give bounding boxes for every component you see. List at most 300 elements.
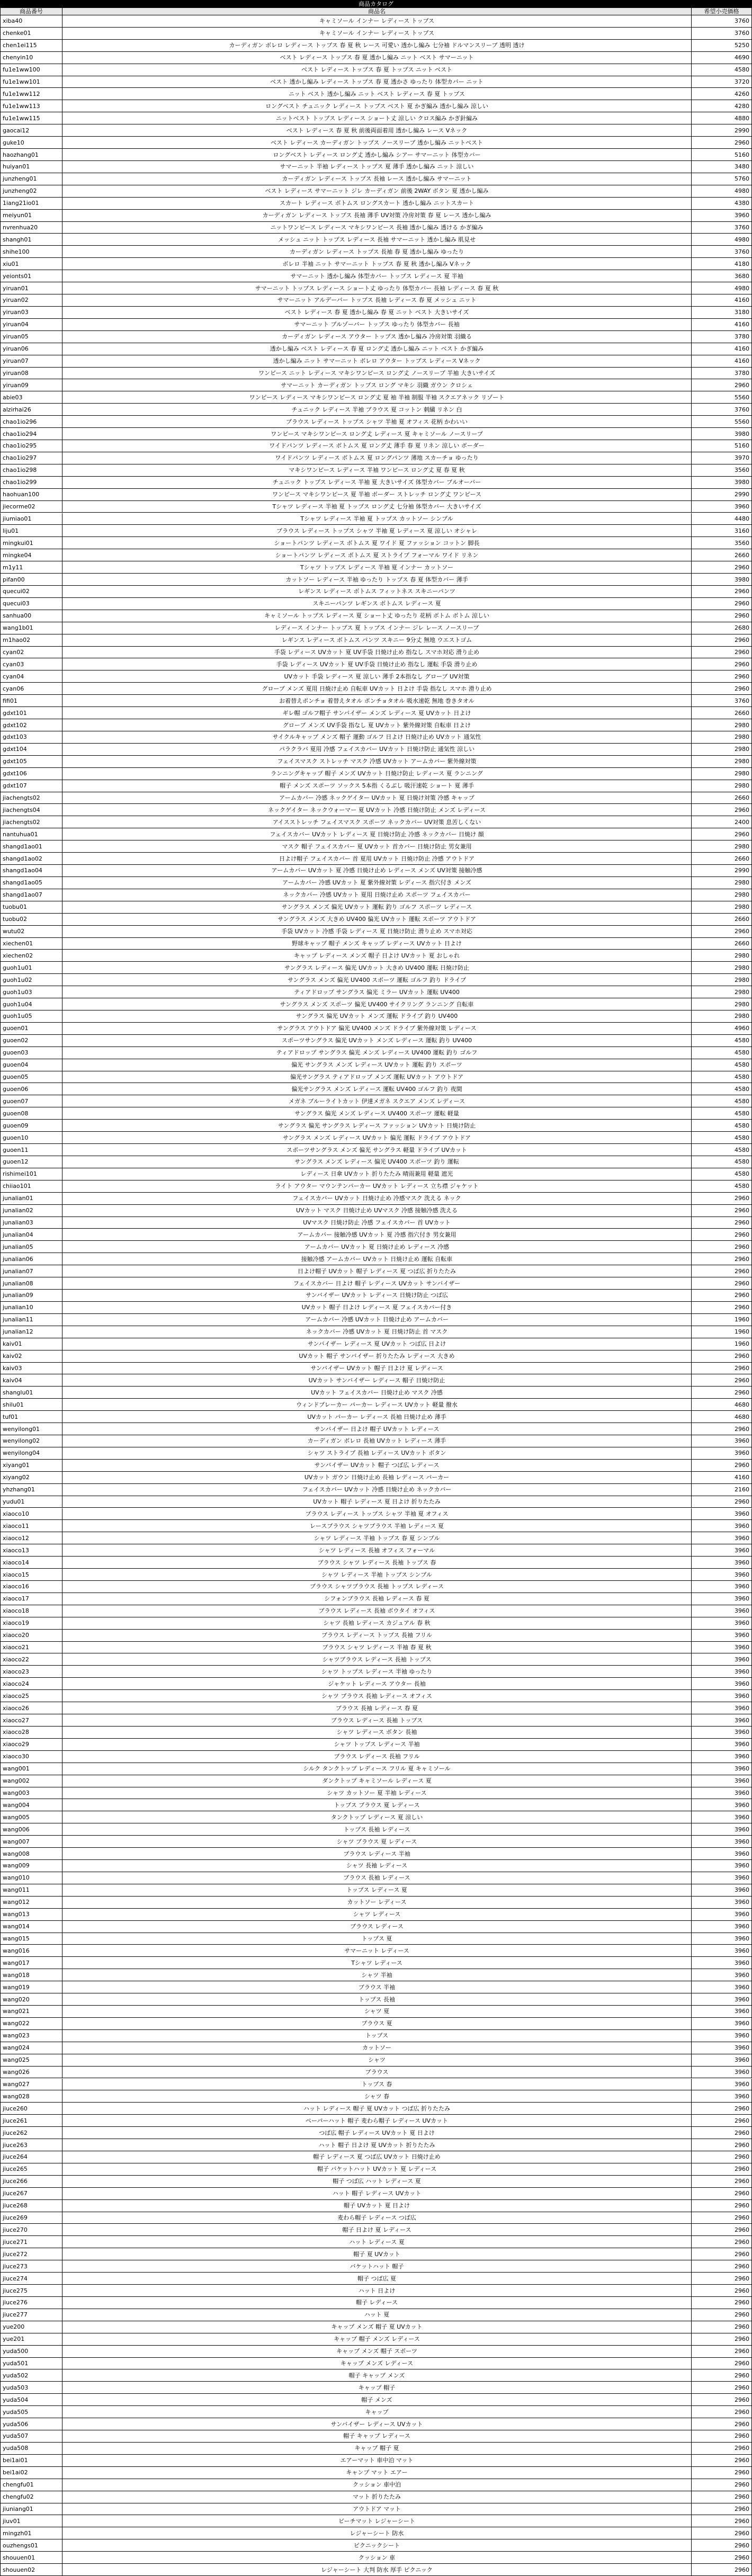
product-number-cell: guke10 [0,137,62,149]
product-number-cell: yiruan01 [0,282,62,294]
product-name-cell: カーディガン レディース トップス 長袖 レース 透かし編み サマーニット [62,173,692,185]
product-number-cell: guoen09 [0,1120,62,1132]
product-number-cell: jiuce276 [0,2297,62,2309]
product-number-cell: sanhua00 [0,610,62,622]
table-row [0,2115,752,2127]
retail-price-cell: 2960 [692,1253,752,1265]
table-row [0,1897,752,1909]
table-row [0,1472,752,1484]
retail-price-cell: 2960 [692,670,752,683]
product-number-cell: jiuce274 [0,2273,62,2285]
product-number-cell: wang001 [0,1763,62,1775]
product-name-cell: ニットベスト トップス レディース ショート丈 涼しい クロス編み かぎ針編み [62,112,692,124]
product-name-cell: ベスト レディース カーディガン トップス ノースリーブ 透かし編み ニットベスト [62,137,692,149]
table-row [0,137,752,149]
table-row [0,1630,752,1642]
product-number-cell: xiaoco30 [0,1751,62,1763]
product-name-cell: ブラウス レディース トップス シャツ 半袖 夏 オフィス [62,1508,692,1520]
product-number-cell: yuda506 [0,2418,62,2430]
retail-price-cell: 3960 [692,1775,752,1787]
product-number-cell: yiruan04 [0,319,62,331]
retail-price-cell: 2960 [692,2527,752,2539]
product-name-cell: Tシャツ トップス レディース 半袖 夏 インナー カットソー [62,561,692,574]
product-number-cell: guoen07 [0,1095,62,1107]
product-name-cell: サングラス 偏光 UVカット メンズ 運転 ドライブ 釣り UV400 [62,1010,692,1023]
table-row [0,804,752,816]
header-product-name: 商品名 [62,8,692,15]
retail-price-cell: 3960 [692,1836,752,1848]
product-number-cell: junalian05 [0,1241,62,1253]
product-number-cell: gdxt103 [0,731,62,744]
product-number-cell: jiachengts02 [0,792,62,804]
table-row [0,792,752,804]
table-row [0,1217,752,1229]
product-number-cell: jiuv01 [0,2515,62,2527]
table-row [0,1811,752,1823]
table-row [0,464,752,477]
product-number-cell: jiuce269 [0,2212,62,2224]
retail-price-cell: 2960 [692,2127,752,2139]
retail-price-cell: 3760 [692,695,752,707]
table-row [0,1860,752,1872]
product-name-cell: シャツ レディース ボタン 長袖 [62,1727,692,1739]
product-number-cell: xiechen02 [0,950,62,962]
table-row [0,2236,752,2248]
product-name-cell: ブラウス レディース トップス 長袖 フリル [62,1630,692,1642]
retail-price-cell: 4580 [692,1035,752,1047]
table-row [0,1338,752,1350]
header-retail-price: 希望小売価格 [692,8,752,15]
product-name-cell: レディース 日傘 UVカット 折りたたみ 晴雨兼用 軽量 遮光 [62,1168,692,1180]
table-row [0,2067,752,2079]
product-name-cell: ギレ帽 ゴルフ帽子 サンバイザー メンズ レディース 夏 UVカット 日よけ [62,707,692,719]
table-row [0,1799,752,1811]
product-name-cell: マット 折りたたみ [62,2491,692,2503]
table-row [0,173,752,185]
product-number-cell: chao1io295 [0,440,62,452]
retail-price-cell: 3160 [692,525,752,537]
retail-price-cell: 3960 [692,1969,752,1981]
product-name-cell: ジャケット レディース アウター 長袖 [62,1678,692,1690]
retail-price-cell: 3960 [692,2090,752,2103]
product-number-cell: wang025 [0,2054,62,2067]
product-number-cell: jiuce270 [0,2224,62,2236]
product-number-cell: wang017 [0,1957,62,1969]
table-row [0,1423,752,1435]
table-row [0,15,752,28]
table-row [0,1059,752,1071]
retail-price-cell: 2960 [692,2539,752,2552]
retail-price-cell: 3960 [692,1763,752,1775]
product-name-cell: サンバイザー レディース UVカット [62,2418,692,2430]
table-row [0,1083,752,1095]
product-name-cell: 手袋 レディース UVカット 夏 UV手袋 日焼け止め 指なし 運転 手袋 滑り止め [62,658,692,670]
product-name-cell: スポーツサングラス 偏光 UVカット メンズ レディース 運転 釣り UV400 [62,1035,692,1047]
product-name-cell: UVカット サンバイザー レディース 帽子 日焼け防止 [62,1374,692,1387]
table-row [0,828,752,840]
product-number-cell: haohuan100 [0,489,62,501]
table-row [0,416,752,428]
product-number-cell: guoen12 [0,1156,62,1168]
product-number-cell: liju01 [0,525,62,537]
product-number-cell: chao1io294 [0,428,62,440]
product-number-cell: xiaoco25 [0,1690,62,1702]
retail-price-cell: 3960 [692,1860,752,1872]
product-name-cell: ニットワンピース レディース マキシワンピース 長袖 透かし編み 透ける かぎ編み [62,222,692,234]
retail-price-cell: 2960 [692,2455,752,2467]
retail-price-cell: 2960 [692,2479,752,2491]
product-name-cell: カーディガン レディース トップス 長袖 薄手 UV対策 冷房対策 春 夏 レース 透かし編み [62,210,692,222]
table-row [0,780,752,792]
retail-price-cell: 4690 [692,52,752,64]
product-number-cell: rishimei101 [0,1168,62,1180]
table-row [0,258,752,270]
retail-price-cell: 2960 [692,2115,752,2127]
retail-price-cell: 2960 [692,2188,752,2200]
product-number-cell: guoh1u01 [0,962,62,974]
table-row [0,379,752,391]
product-name-cell: 帽子 日よけ 夏 レディース [62,2224,692,2236]
product-name-cell: 透かし編み ベスト レディース 春 夏 ロング丈 透かし編み ニット ベスト かぎ編み [62,343,692,355]
table-row [0,1205,752,1217]
product-number-cell: mingke04 [0,549,62,561]
retail-price-cell: 2960 [692,1265,752,1277]
table-row [0,2163,752,2176]
product-name-cell: 野球キャップ 帽子 メンズ キャップ レディース UVカット 日よけ [62,938,692,950]
retail-price-cell: 2980 [692,962,752,974]
product-name-cell: 帽子 夏 UVカット [62,2248,692,2260]
retail-price-cell: 2960 [692,1205,752,1217]
product-name-cell: 接触冷感 アームカバー UVカット 日焼け止め 運転 自転車 [62,1253,692,1265]
table-row [0,2467,752,2479]
retail-price-cell: 4160 [692,294,752,307]
table-row [0,234,752,246]
product-name-cell: カーディガン レディース アウター トップス 透かし編み 冷房対策 羽織る [62,331,692,343]
retail-price-cell: 2960 [692,2503,752,2516]
product-number-cell: m1hao02 [0,634,62,647]
product-number-cell: jiuce265 [0,2163,62,2176]
product-number-cell: gdxt105 [0,756,62,768]
product-name-cell: ベスト レディース 春 夏 透かし編み 春 夏 ニット ベスト 大きいサイズ [62,307,692,319]
product-number-cell: yiruan07 [0,355,62,368]
product-name-cell: サングラス メンズ レディース 偏光 UV400 スポーツ 釣り 運転 [62,1156,692,1168]
retail-price-cell: 2680 [692,622,752,634]
retail-price-cell: 2960 [692,2467,752,2479]
product-number-cell: wang023 [0,2030,62,2042]
product-name-cell: UVカット 帽子 サンバイザー 折りたたみ レディース 大きめ [62,1350,692,1363]
product-number-cell: chenke01 [0,28,62,40]
product-name-cell: 偏光サングラス メンズ レディース 運転 UV400 ゴルフ 釣り 夜間 [62,1083,692,1095]
product-number-cell: fu1e1ww115 [0,112,62,124]
retail-price-cell: 2960 [692,1241,752,1253]
retail-price-cell: 3980 [692,428,752,440]
product-name-cell: サンバイザー UVカット 帽子 つば広 レディース [62,1460,692,1472]
product-name-cell: サンバイザー レディース 夏 UVカット つば広 日よけ [62,1338,692,1350]
product-number-cell: tuobu02 [0,914,62,926]
product-number-cell: junalian01 [0,1193,62,1205]
product-number-cell: chenyin10 [0,52,62,64]
retail-price-cell: 4580 [692,1107,752,1120]
product-number-cell: chao1io298 [0,464,62,477]
product-name-cell: シャツ [62,2054,692,2067]
product-name-cell: パラクラバ 夏用 冷感 フェイスカバー UVカット 日焼け防止 通気性 涼しい [62,744,692,756]
retail-price-cell: 3960 [692,1593,752,1605]
product-name-cell: タンクトップ レディース 夏 涼しい [62,1811,692,1823]
retail-price-cell: 2960 [692,2273,752,2285]
product-number-cell: fu1e1ww100 [0,64,62,76]
retail-price-cell: 2960 [692,598,752,610]
table-row [0,1229,752,1241]
product-number-cell: xiu01 [0,258,62,270]
product-name-cell: サマーニット ブルゾーバー トップス ゆったり 体型カバー 長袖 [62,319,692,331]
product-name-cell: キャミソール インナー レディース トップス [62,28,692,40]
retail-price-cell: 5160 [692,440,752,452]
retail-price-cell: 3760 [692,15,752,28]
retail-price-cell: 3970 [692,452,752,464]
product-name-cell: ワンピース レディース マキシワンピース ロング丈 夏 袖 半袖 制服 半袖 スクエアネック リゾート [62,391,692,404]
product-number-cell: xiaoco12 [0,1532,62,1544]
table-row [0,1617,752,1630]
product-number-cell: quecui02 [0,586,62,598]
product-name-cell: トップス [62,2030,692,2042]
product-name-cell: カーディガン ボレロ レディース トップス 春 夏 秋 レース 可愛い 透かし編み 七分袖 ドルマンスリーブ 透明 透け [62,40,692,52]
product-name-cell: ニット ベスト 透かし編み ニット ベスト レディース 春 夏 トップス [62,88,692,100]
product-number-cell: wang005 [0,1811,62,1823]
table-row [0,1993,752,2006]
product-name-cell: ペーパーハット 帽子 麦わら帽子 レディース UVカット [62,2115,692,2127]
product-name-cell: ピクニックシート [62,2539,692,2552]
table-row [0,331,752,343]
retail-price-cell: 2960 [692,2163,752,2176]
retail-price-cell: 3560 [692,537,752,549]
product-name-cell: UVカット 帽子 レディース 夏 日よけ 折りたたみ [62,1496,692,1508]
product-name-cell: ブラウス レディース 長袖 フリル [62,1751,692,1763]
product-number-cell: nvrenhua20 [0,222,62,234]
table-row [0,1933,752,1945]
table-row [0,355,752,368]
retail-price-cell: 3960 [692,1811,752,1823]
product-name-cell: シャツ 長袖 レディース [62,1860,692,1872]
product-number-cell: shangd1ao01 [0,840,62,853]
table-row [0,549,752,561]
product-name-cell: 麦わら帽子 レディース つば広 [62,2212,692,2224]
table-row [0,76,752,88]
table-row [0,1265,752,1277]
product-number-cell: guoh1u05 [0,1010,62,1023]
retail-price-cell: 2960 [692,1423,752,1435]
product-name-cell: トップス 長袖 [62,1993,692,2006]
table-row [0,865,752,877]
retail-price-cell: 5760 [692,173,752,185]
retail-price-cell: 3960 [692,1532,752,1544]
product-number-cell: guoen02 [0,1035,62,1047]
product-number-cell: yeionts01 [0,270,62,282]
product-name-cell: スカート レディース ボトムス ロングスカート 透かし編み ニットスカート [62,198,692,210]
table-row [0,2018,752,2030]
product-name-cell: ベスト レディース トップス 春 夏 透かし編み ニット ベスト サマーニット [62,52,692,64]
table-row [0,1593,752,1605]
product-name-cell: Tシャツ レディース 半袖 夏 トップス ロング丈 七分袖 体型カバー 大きいサイズ [62,501,692,513]
table-row [0,816,752,828]
table-row [0,2200,752,2212]
product-name-cell: ブラウス レディース 長袖 トップス [62,1714,692,1727]
product-number-cell: mingzh01 [0,2527,62,2539]
retail-price-cell: 2960 [692,2248,752,2260]
product-number-cell: gdxt106 [0,768,62,780]
retail-price-cell: 5560 [692,416,752,428]
product-number-cell: xiaoco19 [0,1617,62,1630]
product-number-cell: cyan02 [0,647,62,659]
product-number-cell: junalian09 [0,1290,62,1302]
product-number-cell: xiaoco18 [0,1605,62,1617]
table-row [0,282,752,294]
retail-price-cell: 3760 [692,246,752,258]
retail-price-cell: 3960 [692,1981,752,1993]
product-name-cell: UVカット 帽子 日よけ レディース 夏 フェイスカバー付き [62,1302,692,1314]
table-row [0,683,752,695]
product-number-cell: ouzhengs01 [0,2539,62,2552]
product-name-cell: スキニーパンツ レギンス ボトムス レディース 夏 [62,598,692,610]
product-name-cell: トップス 長袖 レディース [62,1823,692,1836]
product-name-cell: サングラス レディース 偏光 UVカット 大きめ UV400 運転 日焼け防止 [62,962,692,974]
product-name-cell: クッション 車 [62,2552,692,2564]
product-number-cell: xiaoco14 [0,1557,62,1569]
product-name-cell: アイスストレッチ フェイスマスク スポーツ ネックカバー UV対策 息苦しくない [62,816,692,828]
product-name-cell: シフォンブラウス 長袖 レディース 春 夏 [62,1593,692,1605]
product-name-cell: サマーニット 透かし編み 体型カバー トップス レディース 夏 半袖 [62,270,692,282]
product-number-cell: yuda507 [0,2430,62,2443]
table-row [0,1399,752,1411]
product-number-cell: xiyang02 [0,1472,62,1484]
retail-price-cell: 4980 [692,282,752,294]
product-name-cell: フェイスカバー UVカット レディース 夏 日焼け防止 冷感 ネックカバー 日焼け 顔 [62,828,692,840]
retail-price-cell: 2960 [692,2297,752,2309]
retail-price-cell: 4580 [692,1156,752,1168]
product-number-cell: jiuce272 [0,2248,62,2260]
table-row [0,1945,752,1957]
product-name-cell: ランニングキャップ 帽子 メンズ UVカット 日焼け防止 レディース 夏 ランニング [62,768,692,780]
product-name-cell: ブラウス [62,2067,692,2079]
table-row [0,319,752,331]
product-name-cell: シャツ カットソー 夏 半袖 レディース [62,1787,692,1800]
table-row [0,2479,752,2491]
product-name-cell: 手袋 UVカット 冷感 手袋 レディース 夏 日焼け防止 滑り止め スマホ対応 [62,926,692,938]
retail-price-cell: 3960 [692,1435,752,1447]
product-name-cell: ブラウス 夏 [62,2018,692,2030]
retail-price-cell: 4680 [692,1399,752,1411]
table-row [0,1095,752,1107]
retail-price-cell: 3960 [692,1702,752,1714]
retail-price-cell: 4880 [692,112,752,124]
retail-price-cell: 4680 [692,1411,752,1423]
retail-price-cell: 3960 [692,1447,752,1460]
product-name-cell: キャンプ マット エアー [62,2467,692,2479]
retail-price-cell: 3960 [692,2067,752,2079]
table-row [0,1290,752,1302]
product-number-cell: wang1b01 [0,622,62,634]
product-number-cell: xiba40 [0,15,62,28]
product-number-cell: junalian04 [0,1229,62,1241]
product-number-cell: pifan00 [0,574,62,586]
product-name-cell: ブラウス レディース 長袖 ボウタイ オフィス [62,1605,692,1617]
retail-price-cell: 1960 [692,1314,752,1326]
table-row [0,2079,752,2091]
table-row [0,2212,752,2224]
table-row [0,658,752,670]
product-name-cell: UVマスク 日焼け防止 冷感 フェイスカバー 首 UVカット [62,1217,692,1229]
retail-price-cell: 2960 [692,2346,752,2358]
table-row [0,2539,752,2552]
retail-price-cell: 4580 [692,1132,752,1144]
table-row [0,100,752,112]
header-product-number: 商品番号 [0,8,62,15]
table-row [0,877,752,889]
table-row [0,914,752,926]
product-name-cell: チュニック トップス レディース 半袖 夏 大きいサイズ 体型カバー ブルオーバー [62,477,692,489]
retail-price-cell: 2400 [692,816,752,828]
product-number-cell: gdxt102 [0,719,62,731]
table-row [0,1763,752,1775]
product-name-cell: シャツ トップス レディース 半袖 [62,1739,692,1751]
product-number-cell: xiaoco10 [0,1508,62,1520]
table-row [0,744,752,756]
product-name-cell: Tシャツ レディース 半袖 夏 トップス カットソー シンプル [62,513,692,525]
product-number-cell: chiiao101 [0,1180,62,1193]
table-row [0,2309,752,2321]
product-number-cell: guoen03 [0,1047,62,1059]
retail-price-cell: 3960 [692,1605,752,1617]
table-row [0,889,752,901]
retail-price-cell: 2960 [692,2382,752,2394]
product-name-cell: 透かし編み ニット サマーニット ボレロ アウター トップス レディース Vネック [62,355,692,368]
table-row [0,756,752,768]
product-number-cell: shangd1ao02 [0,853,62,865]
retail-price-cell: 1960 [692,1338,752,1350]
retail-price-cell: 3780 [692,331,752,343]
retail-price-cell: 2960 [692,1460,752,1472]
product-name-cell: 偏光サングラス ティアドロップ メンズ 運転 UVカット アウトドア [62,1071,692,1084]
retail-price-cell: 4960 [692,1023,752,1035]
table-row [0,1884,752,1897]
table-row [0,1642,752,1654]
product-name-cell: 日よけ帽子 UVカット 帽子 レディース 夏 つば広 折りたたみ [62,1265,692,1277]
retail-price-cell: 3960 [692,1909,752,1921]
product-name-cell: トップス 春 [62,2079,692,2091]
product-name-cell: ダンクトップ キャミソール レディース 夏 [62,1775,692,1787]
product-name-cell: サングラス メンズ 偏光 UVカット 運転 釣り ゴルフ スポーツ レディース [62,901,692,914]
product-name-cell: バケットハット 帽子 [62,2260,692,2273]
retail-price-cell: 3960 [692,1848,752,1860]
product-number-cell: gdxt107 [0,780,62,792]
table-row [0,2394,752,2406]
product-name-cell: シャツ 夏 [62,2006,692,2018]
product-name-cell: シャツブラウス レディース 長袖 トップス [62,1653,692,1666]
product-name-cell: ショートパンツ レディース ボトムス 夏 ストライプ フォーマル ワイド リネン [62,549,692,561]
product-number-cell: tuobu01 [0,901,62,914]
table-row [0,2139,752,2151]
table-row [0,586,752,598]
table-row [0,1253,752,1265]
product-name-cell: シャツ レディース 半袖 トップス 春 夏 シンプル [62,1532,692,1544]
retail-price-cell: 4160 [692,343,752,355]
table-row [0,1144,752,1156]
table-row [0,513,752,525]
table-row [0,28,752,40]
table-row [0,840,752,853]
product-number-cell: junalian02 [0,1205,62,1217]
table-row [0,294,752,307]
product-name-cell: シャツ 半袖 [62,1969,692,1981]
